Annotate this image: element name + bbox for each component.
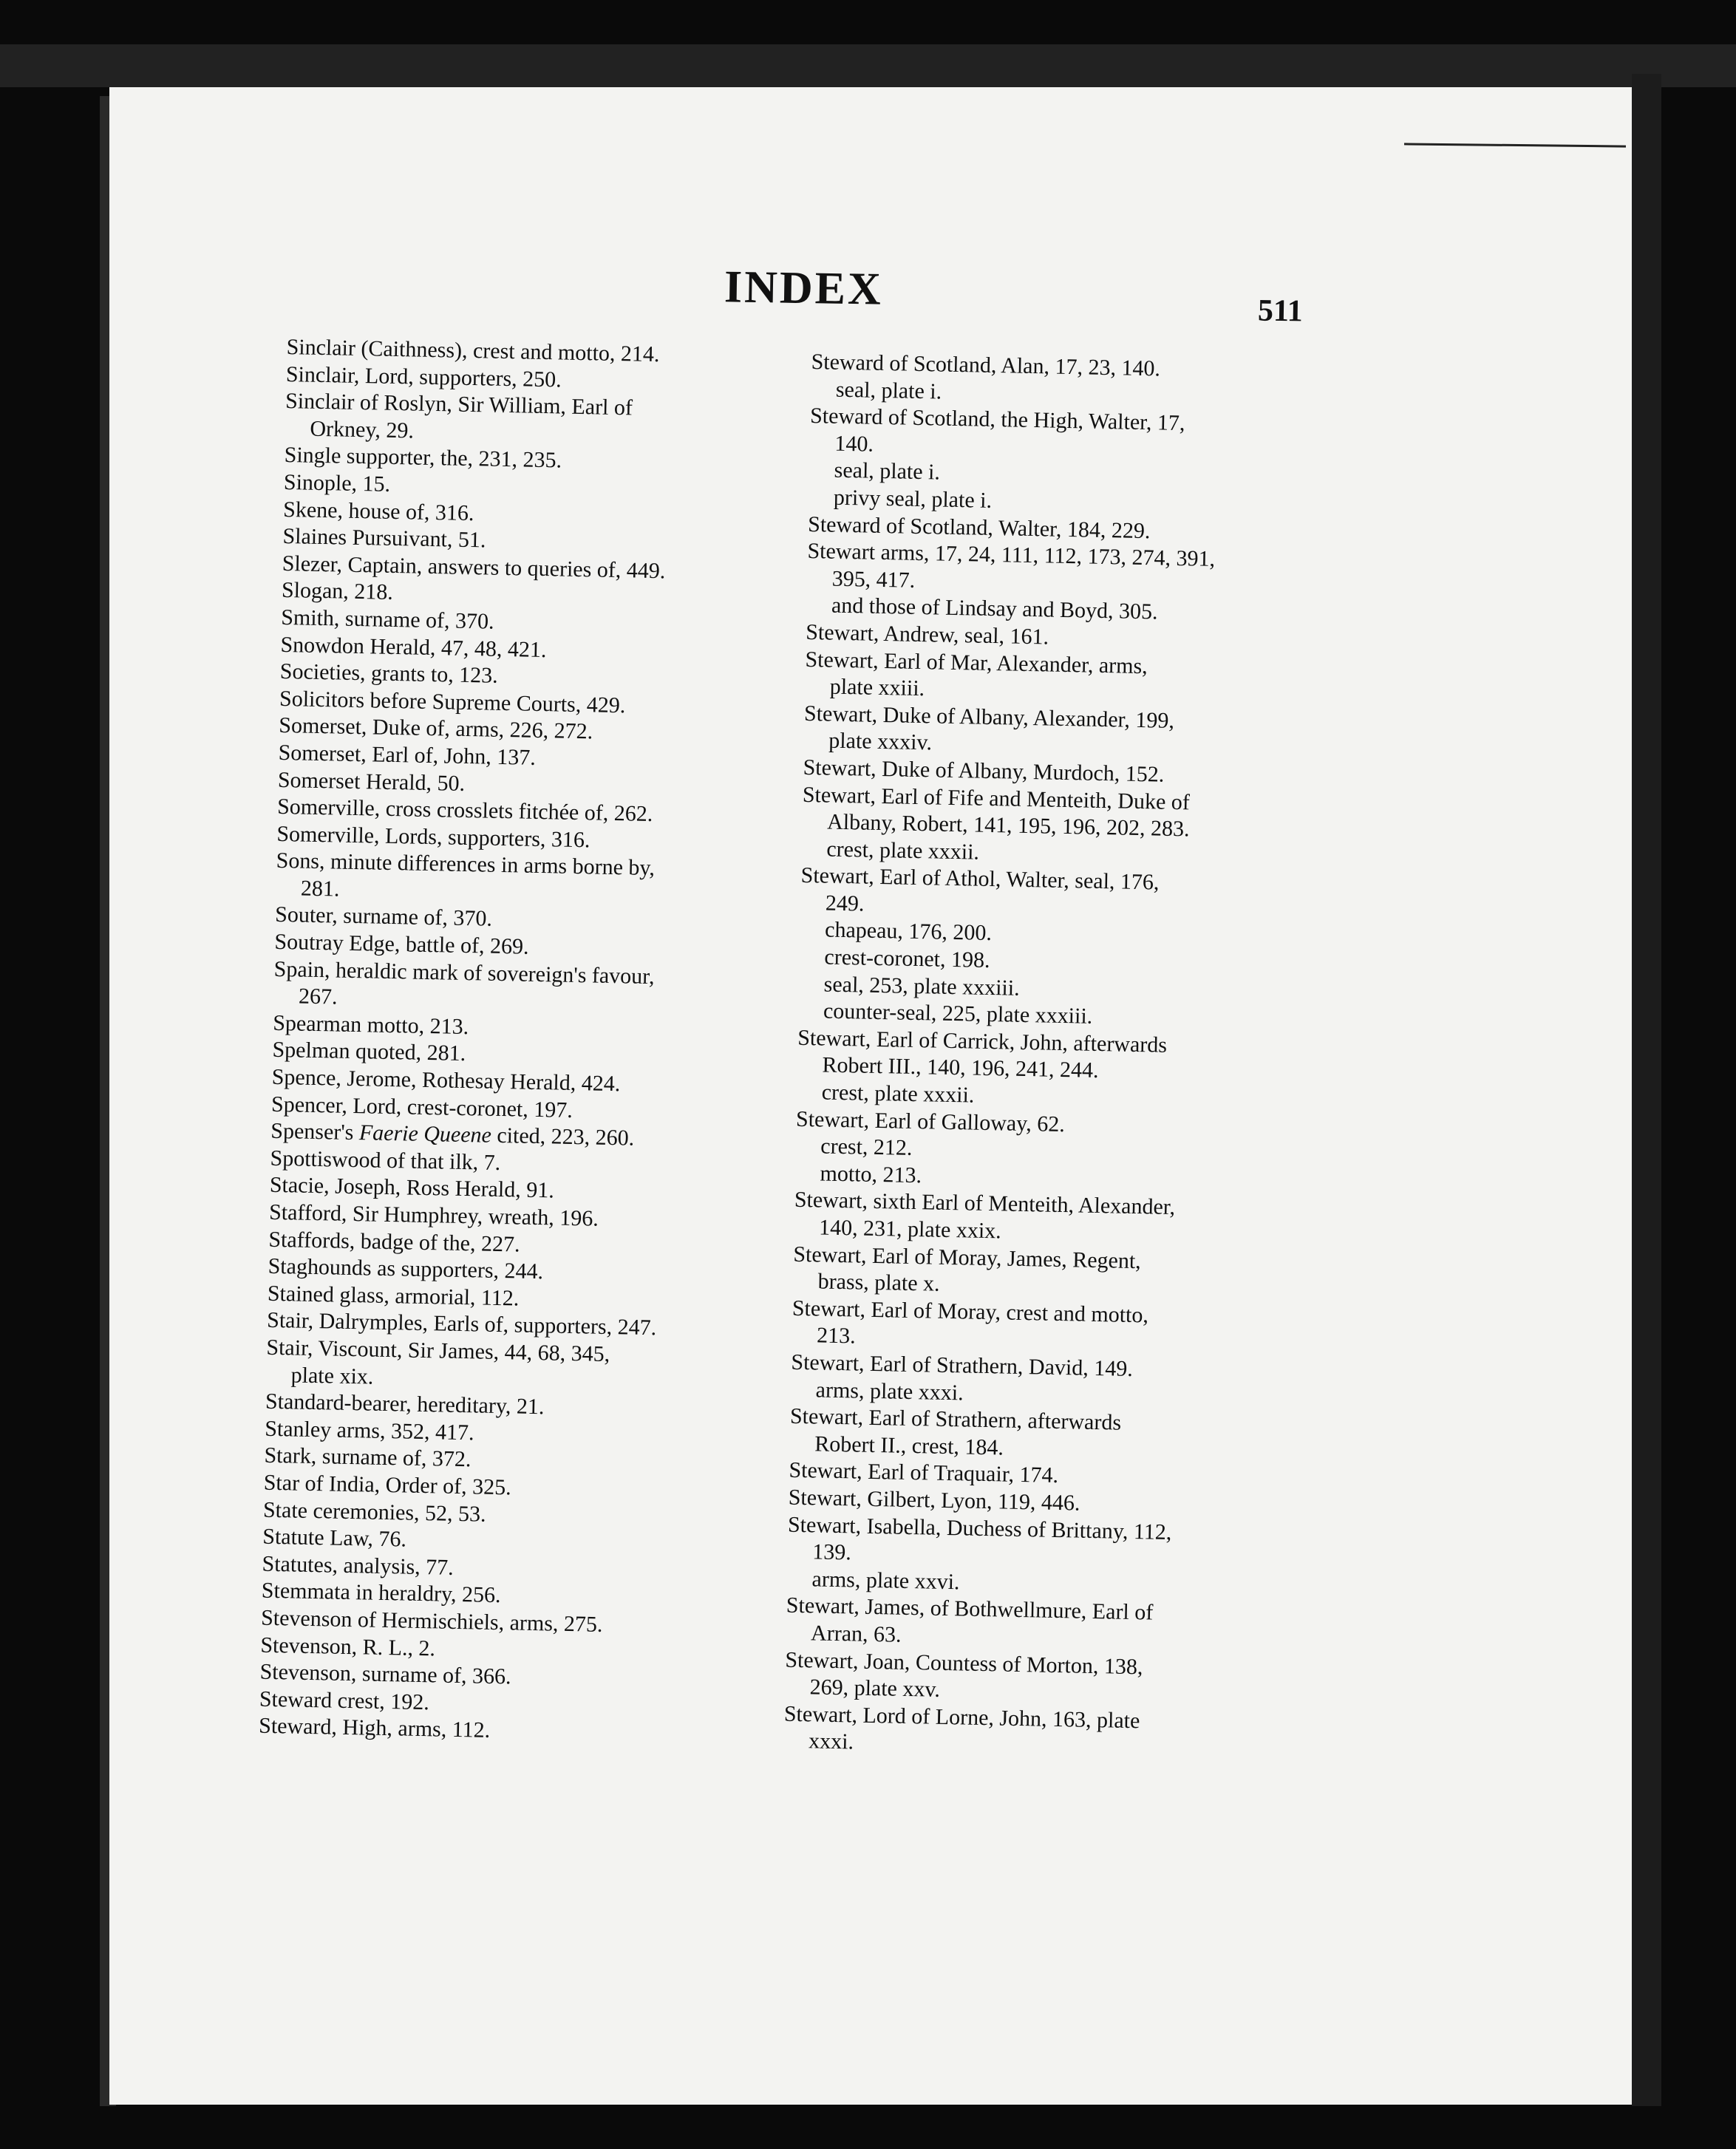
index-entry-line: Steward crest, 192. [259,1686,430,1714]
index-entry-line: 140, 231, plate xxix. [818,1215,1002,1244]
index-subentry-line: crest, plate xxxii. [826,837,980,865]
book-edge-right [1632,74,1661,2106]
index-entry-line: Stewart arms, 17, 24, 111, 112, 173, 274, 391, [807,539,1216,572]
index-entry-line: 139. [811,1539,852,1565]
book-edge-top [0,44,1736,87]
index-subentry-line: seal, 253, plate xxxiii. [823,972,1020,1001]
index-entry-line: Somerset, Earl of, John, 137. [278,740,537,770]
index-entry-line: Societies, grants to, 123. [279,659,499,688]
index-entry-line: 213. [816,1323,857,1349]
index-subentry-line: crest-coronet, 198. [824,944,990,973]
index-entry-line: Stair, Viscount, Sir James, 44, 68, 345, [266,1335,610,1367]
index-entry-line: Spence, Jerome, Rothesay Herald, 424. [271,1064,621,1097]
index-entry-line: Slaines Pursuivant, 51. [282,524,486,553]
index-entry-line: 249. [825,890,865,916]
index-entry-line: Steward of Scotland, the High, Walter, 17, [809,403,1185,436]
index-entry-line: Sinople, 15. [283,469,391,497]
index-entry-line: Stewart, Joan, Countess of Morton, 138, [785,1647,1143,1679]
index-entry-line: 140. [834,431,874,457]
index-entry-line: Snowdon Herald, 47, 48, 421. [280,632,547,662]
index-subentry-line: crest, plate xxxii. [821,1080,975,1108]
index-entry-line: plate xix. [290,1362,374,1389]
index-entry-line: Stewart, Earl of Mar, Alexander, arms, [805,647,1148,678]
index-entry-line: Slezer, Captain, answers to queries of, 449. [282,551,666,584]
index-column-right [783,349,1321,1765]
index-entry-line: Robert II., crest, 184. [814,1431,1004,1460]
index-entry-line: Stewart, Earl of Traquair, 174. [789,1458,1059,1488]
index-entry-line: Spain, heraldic mark of sovereign's favour, [273,956,655,989]
index-subentry-line: privy seal, plate i. [833,485,993,513]
index-entry-line: Skene, house of, 316. [282,497,474,525]
index-entry-line: Solicitors before Supreme Courts, 429. [279,686,626,718]
index-entry-line: Stevenson of Hermischiels, arms, 275. [260,1605,603,1637]
index-entry-line: Sinclair of Roslyn, Sir William, Earl of [285,389,633,420]
index-entry-line: Smith, surname of, 370. [280,604,494,634]
index-entry-line: Stewart, Earl of Moray, James, Regent, [793,1242,1142,1273]
index-entry-line: Stewart, Andrew, seal, 161. [805,619,1049,650]
index-entry-line: Stewart, Earl of Fife and Menteith, Duke of [802,782,1191,814]
index-entry-line: Somerset Herald, 50. [277,767,466,796]
index-entry-line: Stewart, Earl of Galloway, 62. [795,1106,1066,1137]
index-entry-line: Star of India, Order of, 325. [263,1470,511,1500]
index-column-left [259,334,797,1750]
index-subentry-line: and those of Lindsay and Boyd, 305. [831,593,1158,624]
index-entry-line: Stewart, Gilbert, Lyon, 119, 446. [788,1485,1080,1516]
index-entry-line: Stewart, Earl of Strathern, afterwards [789,1403,1122,1435]
index-subentry-line: arms, plate xxxi. [815,1377,964,1405]
index-entry-line: Stewart, Lord of Lorne, John, 163, plate [783,1701,1140,1733]
index-entry-line: Sons, minute differences in arms borne by, [276,848,656,881]
index-entry-line: Stewart, Earl of Moray, crest and motto, [792,1295,1149,1328]
index-entry-line: xxxi. [808,1729,854,1754]
index-entry-line: Statute Law, 76. [262,1524,407,1552]
index-entry-line: Somerset, Duke of, arms, 226, 272. [279,713,593,744]
index-entry-line: Spottiswood of that ilk, 7. [270,1145,501,1175]
index-entry-line: Stained glass, armorial, 112. [267,1281,520,1311]
index-entry-line: Steward of Scotland, Alan, 17, 23, 140. [811,349,1161,381]
index-entry-line: Slogan, 218. [281,578,394,605]
index-entry-line: Steward of Scotland, Walter, 184, 229. [807,511,1151,543]
index-subentry-line: arms, plate xxvi. [811,1567,960,1595]
index-entry-line: Robert III., 140, 196, 241, 244. [822,1052,1099,1083]
page-number: 511 [1257,293,1304,329]
index-entry-line: Somerville, Lords, supporters, 316. [276,821,590,853]
index-entry-line: Stanley arms, 352, 417. [264,1416,474,1445]
index-entry-line: Albany, Robert, 141, 195, 196, 202, 283. [826,809,1190,842]
index-entry-line: Stewart, Earl of Carrick, John, afterwards [797,1025,1168,1058]
index-entry-line: Single supporter, the, 231, 235. [284,443,562,473]
index-entry-line: brass, plate x. [817,1269,940,1296]
index-entry-line: Staghounds as supporters, 244. [268,1253,544,1284]
index-entry-line: Stevenson, surname of, 366. [259,1659,511,1689]
index-entry-line: plate xxiii. [829,674,925,701]
index-subentry-line: seal, plate i. [834,458,941,485]
index-entry-line: Stewart, Duke of Albany, Alexander, 199, [803,701,1175,733]
index-entry-line: Sinclair, Lord, supporters, 250. [285,361,562,392]
index-entry-line: Statutes, analysis, 77. [262,1551,455,1580]
page-heading: INDEX [724,262,884,315]
index-entry-line: Somerville, cross crosslets fitchée of, 262. [276,794,653,827]
index-entry-line: Staffords, badge of the, 227. [268,1227,520,1257]
index-entry-line: Soutray Edge, battle of, 269. [274,929,529,959]
index-entry-line: plate xxxiv. [828,728,933,755]
index-entry-line: 269, plate xxv. [809,1675,941,1702]
index-entry-line: Stafford, Sir Humphrey, wreath, 196. [268,1199,599,1231]
index-entry-line: Stewart, Earl of Strathern, David, 149. [791,1349,1134,1381]
index-entry-line: State ceremonies, 52, 53. [262,1497,486,1527]
index-entry-line: Stewart, sixth Earl of Menteith, Alexander, [794,1188,1176,1220]
index-entry-line: Arran, 63. [810,1621,902,1647]
index-entry-line: 267. [298,984,338,1009]
index-entry-line: Spearman motto, 213. [272,1010,469,1039]
index-entry-line: Orkney, 29. [310,416,415,443]
index-subentry-line: counter-seal, 225, plate xxxiii. [823,998,1093,1029]
index-entry-line: Stewart, Duke of Albany, Murdoch, 152. [803,755,1165,787]
index-subentry-line: motto, 213. [820,1161,922,1188]
index-subentry-line: seal, plate i. [835,377,942,404]
index-entry-line: Steward, High, arms, 112. [258,1713,491,1743]
index-entry-line: 281. [300,876,340,902]
index-entry-line: Stewart, James, of Bothwellmure, Earl of [786,1593,1154,1625]
index-entry-line: Sinclair (Caithness), crest and motto, 214. [286,334,660,367]
index-entry-line: Stemmata in heraldry, 256. [261,1578,501,1608]
index-entry-line: 395, 417. [831,566,916,593]
index-entry-line: Standard-bearer, hereditary, 21. [265,1389,545,1420]
index-subentry-line: chapeau, 176, 200. [824,917,993,946]
index-entry-line: Souter, surname of, 370. [274,902,493,932]
index-entry-line: Stevenson, R. L., 2. [260,1632,436,1661]
index-entry-line: Stark, surname of, 372. [264,1443,472,1472]
index-entry-line: Stair, Dalrymples, Earls of, supporters, 247. [266,1308,657,1341]
index-entry-line: Spenser's Faerie Queene cited, 223, 260. [270,1119,635,1151]
index-entry-line: Stewart, Isabella, Duchess of Brittany, 112, [787,1512,1172,1545]
index-entry-line: Stewart, Earl of Athol, Walter, seal, 176, [800,863,1160,895]
index-entry-line: Spelman quoted, 281. [272,1038,466,1066]
index-entry-line: Stacie, Joseph, Ross Herald, 91. [269,1173,555,1203]
index-entry-line: Spencer, Lord, crest-coronet, 197. [270,1091,573,1123]
index-subentry-line: crest, 212. [820,1134,913,1161]
